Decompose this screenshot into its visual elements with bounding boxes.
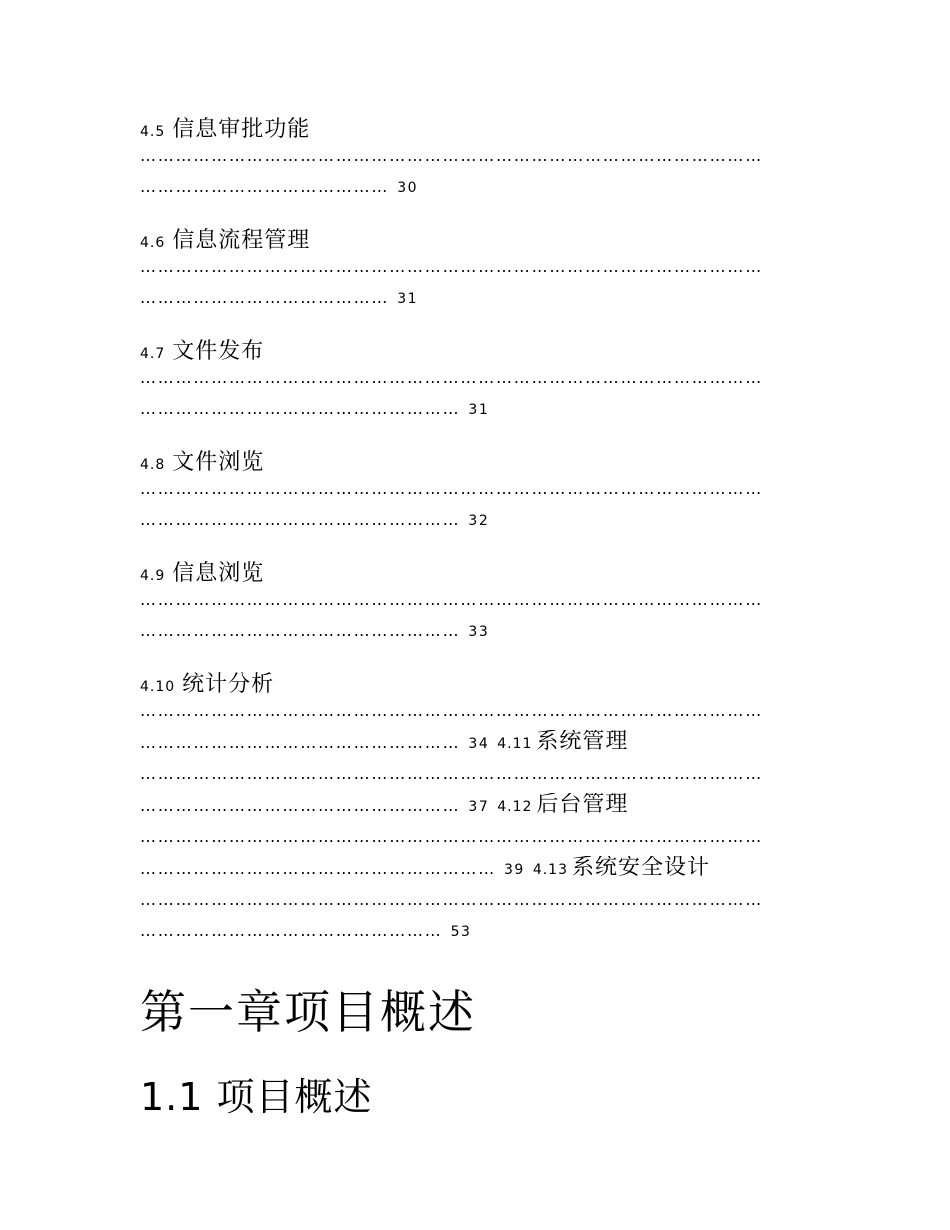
toc-number: 4.13 — [532, 862, 568, 878]
toc-entry-4-10[interactable] — [140, 667, 810, 950]
toc-number: 4.11 — [497, 736, 533, 752]
toc-entry-4-13[interactable] — [533, 856, 710, 882]
toc-leader: …………………………………………………………………………………………… — [140, 146, 763, 165]
toc-title: 系统安全设计 — [572, 856, 711, 880]
toc-title: 信息浏览 — [172, 561, 265, 586]
toc-title: 统计分析 — [182, 672, 275, 697]
toc-number: 4.9 — [140, 568, 166, 584]
toc-number: 4.5 — [140, 124, 166, 140]
toc-page-number: 31 — [397, 291, 419, 307]
toc-leader: ……………………………………………… — [140, 796, 461, 815]
toc-page-number: 33 — [468, 624, 490, 640]
toc-entry-4-5[interactable] — [140, 112, 810, 206]
toc-number: 4.8 — [140, 457, 166, 473]
toc-leader: ……………………………………………… — [140, 621, 461, 640]
toc-leader: …………………………………………………… — [140, 859, 496, 878]
toc-leader: …………………………………………… — [140, 921, 443, 940]
toc-leader: …………………………………………………………………………………………… — [140, 890, 763, 909]
toc-leader: …………………………………… — [140, 177, 390, 196]
toc-entry-4-8[interactable] — [140, 445, 810, 539]
toc-title: 系统管理 — [536, 730, 629, 754]
toc-page-number: 31 — [468, 402, 490, 418]
toc-title: 文件发布 — [172, 339, 265, 364]
toc-page-number: 32 — [468, 513, 490, 529]
toc-leader: …………………………………… — [140, 288, 390, 307]
toc-page-number: 53 — [450, 924, 472, 940]
toc-leader: …………………………………………………………………………………………… — [140, 590, 763, 609]
toc-page-number: 39 — [504, 862, 525, 878]
toc-leader: …………………………………………………………………………………………… — [140, 257, 763, 276]
chapter-heading: 第一章项目概述 — [140, 985, 476, 1039]
toc-leader: …………………………………………………………………………………………… — [140, 827, 763, 846]
toc-leader: …………………………………………………………………………………………… — [140, 368, 763, 387]
toc-title: 文件浏览 — [172, 450, 265, 475]
toc-leader: …………………………………………………………………………………………… — [140, 479, 763, 498]
toc-number: 4.6 — [140, 235, 166, 251]
toc-page-number: 37 — [468, 799, 490, 815]
toc-page-number: 30 — [397, 180, 419, 196]
toc-entry-4-11[interactable] — [497, 730, 628, 756]
section-heading: 1.1 项目概述 — [140, 1075, 373, 1119]
toc-number: 4.10 — [140, 679, 176, 695]
toc-entry-4-12[interactable] — [497, 793, 628, 819]
toc-leader: …………………………………………………………………………………………… — [140, 764, 763, 783]
toc-leader: ……………………………………………… — [140, 399, 461, 418]
toc-leader: …………………………………………………………………………………………… — [140, 701, 763, 720]
toc-entry-4-7[interactable] — [140, 334, 810, 428]
toc-entry-4-9[interactable] — [140, 556, 810, 650]
toc-number: 4.7 — [140, 346, 166, 362]
toc-title: 后台管理 — [536, 793, 629, 817]
toc-number: 4.12 — [497, 799, 533, 815]
toc-page-number: 34 — [468, 736, 490, 752]
toc-entry-4-6[interactable] — [140, 223, 810, 317]
toc-leader: ……………………………………………… — [140, 510, 461, 529]
toc-leader: ……………………………………………… — [140, 733, 461, 752]
toc-title: 信息审批功能 — [172, 117, 311, 142]
toc-title: 信息流程管理 — [172, 228, 311, 253]
